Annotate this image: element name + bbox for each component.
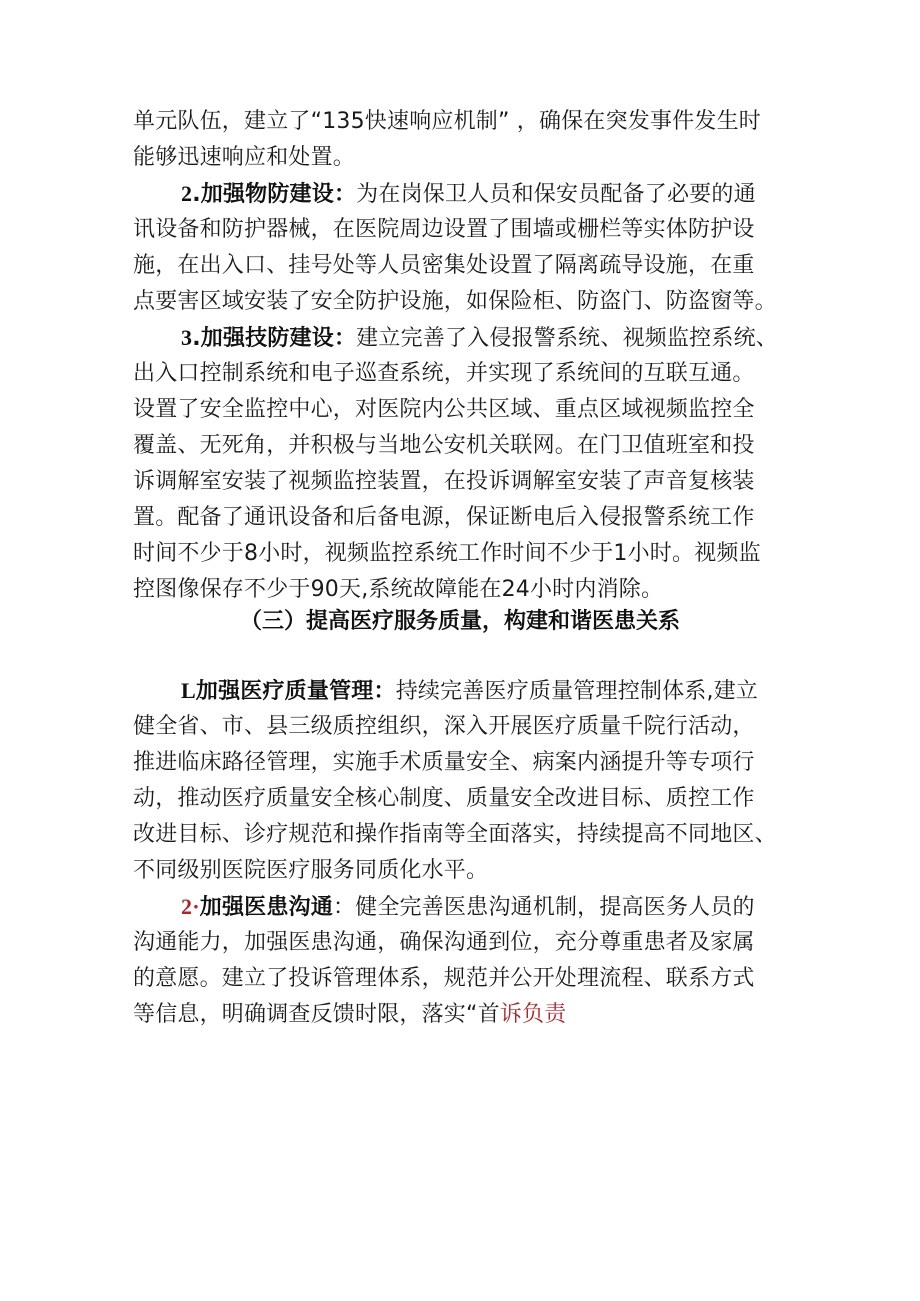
text-span: 不同级别医院医疗服务同质化水平。 — [133, 858, 489, 883]
text-span: 健全省、市、县三级质控组织，深入开展医疗质量千院行活动， — [133, 714, 755, 739]
text-span: 单元队伍，建立了“135快速响应机制” ，确保在突发事件发生时 — [133, 109, 761, 134]
text-span: 覆盖、无死角，并积极与当地公安机关联网。在门卫值班室和投 — [133, 433, 755, 458]
text-span: 设置了安全监控中心，对医院内公共区域、重点区域视频监控全 — [133, 397, 755, 422]
text-span: 施，在出入口、挂号处等人员密集处设置了隔离疏导设施，在重 — [133, 253, 755, 278]
text-span: ：健全完善医患沟通机制，提高医务人员的 — [332, 895, 755, 920]
text-line — [133, 142, 355, 174]
item-title: .加强技防建设： — [192, 326, 357, 351]
item-number: 2 — [181, 181, 193, 206]
text-line — [133, 430, 755, 462]
text-span: 时间不少于8小时，视频监控系统工作时间不少于1小时。视频监 — [133, 541, 761, 566]
text-line — [133, 574, 663, 606]
text-span: 沟通能力，加强医患沟通，确保沟通到位，充分尊重患者及家属 — [133, 930, 755, 955]
text-line — [133, 711, 755, 743]
highlighted-text: 诉负责 — [499, 1002, 567, 1027]
text-line — [133, 394, 755, 426]
paragraph-communication — [181, 891, 755, 923]
text-span: 动，推动医疗质量安全核心制度、质量安全改进目标、质控工作 — [133, 786, 755, 811]
text-span: 建立完善了入侵报警系统、视频监控系统、 — [356, 326, 778, 351]
text-line — [133, 855, 488, 887]
text-span: 能够迅速响应和处置。 — [133, 145, 356, 170]
heading-text: （三）提高医疗服务质量，构建和谐医患关系 — [240, 609, 681, 634]
text-line — [133, 819, 777, 851]
text-span: 的意愿。建立了投诉管理体系，规范并公开处理流程、联系方式 — [133, 966, 755, 991]
item-number: 3 — [181, 325, 193, 350]
text-line — [133, 999, 566, 1031]
item-number: L — [181, 678, 196, 703]
item-title: 加强医患沟通 — [199, 895, 333, 920]
text-line — [133, 250, 755, 282]
text-line — [133, 783, 755, 815]
text-line — [133, 927, 755, 959]
paragraph-quality-management — [181, 675, 758, 707]
text-span: 点要害区域安装了安全防护设施，如保险柜、防盗门、防盗窗等。 — [133, 289, 777, 314]
text-span: 讯设备和防护器械，在医院周边设置了围墙或栅栏等实体防护设 — [133, 217, 755, 242]
text-line — [133, 358, 755, 390]
text-line — [133, 963, 755, 995]
text-line — [133, 466, 755, 498]
text-span: 持续完善医疗质量管理控制体系,建立 — [395, 679, 759, 704]
text-span: 推进临床路径管理，实施手术质量安全、病案内涵提升等专项行 — [133, 750, 755, 775]
paragraph-tech-defense — [181, 322, 778, 354]
text-line — [133, 214, 755, 246]
text-span: 出入口控制系统和电子巡查系统，并实现了系统间的互联互通。 — [133, 361, 755, 386]
text-span: 为在岗保卫人员和保安员配备了必要的通 — [356, 182, 756, 207]
text-line — [133, 538, 761, 570]
text-span: 等信息，明确调查反馈时限，落实“首 — [133, 1002, 500, 1027]
item-number: 2· — [181, 894, 200, 919]
paragraph-physical-defense — [181, 178, 756, 210]
section-heading — [240, 606, 680, 638]
text-span: 控图像保存不少于90天,系统故障能在24小时内消除。 — [133, 577, 664, 602]
text-line — [133, 106, 761, 138]
item-title: .加强物防建设： — [192, 182, 357, 207]
text-span: 改进目标、诊疗规范和操作指南等全面落实，持续提高不同地区、 — [133, 822, 777, 847]
text-span: 置。配备了通讯设备和后备电源，保证断电后入侵报警系统工作 — [133, 505, 755, 530]
text-span: 诉调解室安装了视频监控装置，在投诉调解室安装了声音复核装 — [133, 469, 755, 494]
item-title: 加强医疗质量管理： — [195, 679, 396, 704]
text-line — [133, 502, 755, 534]
text-line — [133, 286, 777, 318]
text-line — [133, 747, 755, 779]
